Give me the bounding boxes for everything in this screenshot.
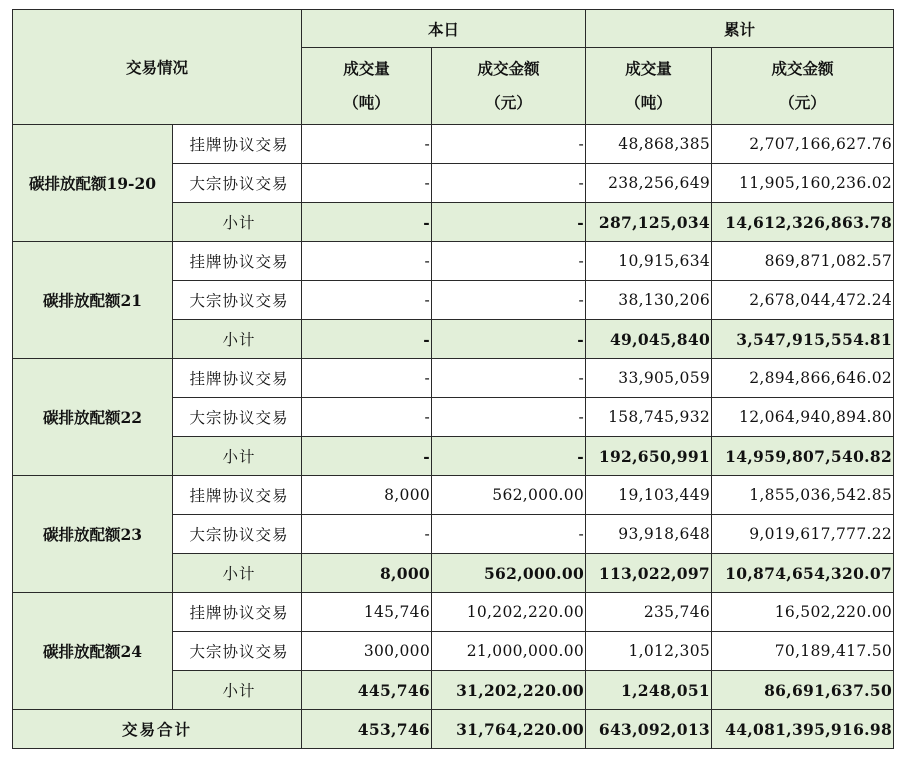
today-amount: 10,202,220.00: [432, 593, 586, 632]
today-amount-header: 成交金额 （元）: [432, 48, 586, 125]
table-row: [13, 242, 894, 281]
today-volume: -: [302, 437, 432, 476]
trade-type: 挂牌协议交易: [173, 359, 302, 398]
group-name: 碳排放配额21: [13, 242, 173, 359]
total-today-volume: 453,746: [302, 710, 432, 749]
cum-volume: 38,130,206: [586, 281, 712, 320]
cum-volume: 113,022,097: [586, 554, 712, 593]
cum-amount-header: 成交金额 （元）: [712, 48, 894, 125]
today-amount: 21,000,000.00: [432, 632, 586, 671]
total-cum-volume: 643,092,013: [586, 710, 712, 749]
today-volume: 300,000: [302, 632, 432, 671]
cum-amount: 10,874,654,320.07: [712, 554, 894, 593]
cum-amount: 1,855,036,542.85: [712, 476, 894, 515]
cum-volume: 93,918,648: [586, 515, 712, 554]
trading-summary-table: [12, 9, 894, 749]
today-volume: 8,000: [302, 476, 432, 515]
today-volume: -: [302, 125, 432, 164]
cum-amount: 70,189,417.50: [712, 632, 894, 671]
trade-type: 大宗协议交易: [173, 398, 302, 437]
cum-amount: 2,707,166,627.76: [712, 125, 894, 164]
total-row: [13, 710, 894, 749]
cum-amount: 16,502,220.00: [712, 593, 894, 632]
cum-volume: 158,745,932: [586, 398, 712, 437]
total-today-amount: 31,764,220.00: [432, 710, 586, 749]
trade-type: 大宗协议交易: [173, 632, 302, 671]
trade-type: 大宗协议交易: [173, 164, 302, 203]
today-volume: 445,746: [302, 671, 432, 710]
group-name: 碳排放配额22: [13, 359, 173, 476]
cum-amount: 3,547,915,554.81: [712, 320, 894, 359]
today-volume: -: [302, 320, 432, 359]
trade-type: 挂牌协议交易: [173, 125, 302, 164]
cum-volume: 238,256,649: [586, 164, 712, 203]
today-amount: -: [432, 242, 586, 281]
cum-volume: 287,125,034: [586, 203, 712, 242]
today-amount: 562,000.00: [432, 476, 586, 515]
today-volume: 8,000: [302, 554, 432, 593]
today-volume: -: [302, 398, 432, 437]
today-volume: -: [302, 164, 432, 203]
cum-amount: 9,019,617,777.22: [712, 515, 894, 554]
trade-type: 小计: [173, 671, 302, 710]
cum-amount: 869,871,082.57: [712, 242, 894, 281]
cum-volume: 192,650,991: [586, 437, 712, 476]
total-label: 交易合计: [13, 710, 302, 749]
today-amount: -: [432, 515, 586, 554]
trade-type: 小计: [173, 554, 302, 593]
trade-info-header: 交易情况: [13, 10, 302, 125]
today-amount: -: [432, 164, 586, 203]
cum-volume: 235,746: [586, 593, 712, 632]
group-name: 碳排放配额23: [13, 476, 173, 593]
group-name: 碳排放配额24: [13, 593, 173, 710]
today-amount: -: [432, 359, 586, 398]
cum-amount: 86,691,637.50: [712, 671, 894, 710]
cum-volume: 49,045,840: [586, 320, 712, 359]
today-amount: -: [432, 398, 586, 437]
cum-volume: 1,248,051: [586, 671, 712, 710]
total-cum-amount: 44,081,395,916.98: [712, 710, 894, 749]
today-volume: -: [302, 203, 432, 242]
trade-type: 大宗协议交易: [173, 515, 302, 554]
cum-amount: 14,612,326,863.78: [712, 203, 894, 242]
today-volume: -: [302, 359, 432, 398]
group-name: 碳排放配额19-20: [13, 125, 173, 242]
today-volume: -: [302, 242, 432, 281]
today-amount: -: [432, 281, 586, 320]
today-amount: -: [432, 203, 586, 242]
cum-amount: 2,894,866,646.02: [712, 359, 894, 398]
table-row: [13, 125, 894, 164]
today-amount: 562,000.00: [432, 554, 586, 593]
today-volume: -: [302, 281, 432, 320]
table-row: [13, 593, 894, 632]
cum-volume: 10,915,634: [586, 242, 712, 281]
today-amount: -: [432, 125, 586, 164]
table-row: [13, 359, 894, 398]
today-amount: 31,202,220.00: [432, 671, 586, 710]
cum-amount: 14,959,807,540.82: [712, 437, 894, 476]
trade-type: 小计: [173, 437, 302, 476]
today-volume-header: 成交量 （吨）: [302, 48, 432, 125]
cum-amount: 11,905,160,236.02: [712, 164, 894, 203]
cum-volume: 1,012,305: [586, 632, 712, 671]
trade-type: 挂牌协议交易: [173, 476, 302, 515]
cum-volume: 33,905,059: [586, 359, 712, 398]
trade-type: 挂牌协议交易: [173, 242, 302, 281]
trade-type: 大宗协议交易: [173, 281, 302, 320]
cumulative-header: 累计: [586, 10, 894, 48]
trade-type: 小计: [173, 320, 302, 359]
cum-volume: 19,103,449: [586, 476, 712, 515]
trade-type: 挂牌协议交易: [173, 593, 302, 632]
cum-volume: 48,868,385: [586, 125, 712, 164]
cum-amount: 12,064,940,894.80: [712, 398, 894, 437]
today-volume: 145,746: [302, 593, 432, 632]
today-header: 本日: [302, 10, 586, 48]
today-volume: -: [302, 515, 432, 554]
trade-type: 小计: [173, 203, 302, 242]
table-row: [13, 476, 894, 515]
cum-amount: 2,678,044,472.24: [712, 281, 894, 320]
today-amount: -: [432, 320, 586, 359]
today-amount: -: [432, 437, 586, 476]
cum-volume-header: 成交量 （吨）: [586, 48, 712, 125]
